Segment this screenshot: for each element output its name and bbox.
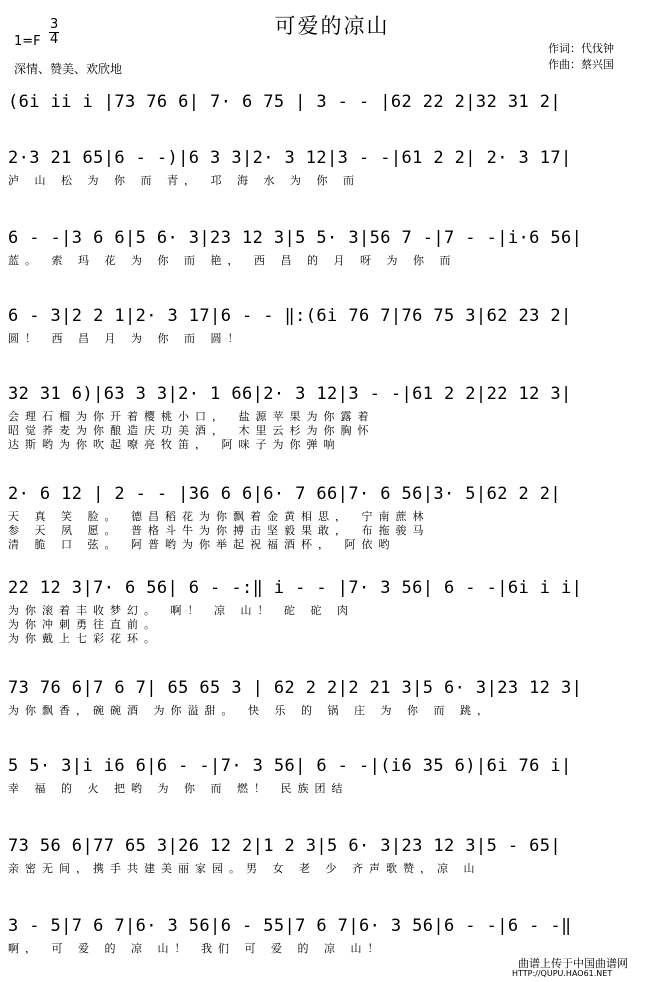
lyricist-credit: 作词：代伐钟: [548, 42, 614, 55]
lyric-line: 圆！ 西 昌 月 为 你 而 圆！: [8, 332, 245, 344]
score-notes-line: 2· 6 12 | 2 - - |36 6 6|6· 7 66|7· 6 56|3· 5|62 2 2|: [8, 484, 562, 504]
lyric-line: 为你滚着丰收梦幻。 啊！ 凉 山！ 砣 砣 肉: [8, 604, 354, 616]
score-notes-line: 22 12 3|7· 6 56| 6 - -:‖ i - - |7· 3 56| 6 - -|6i i i|: [8, 578, 583, 598]
lyric-line: 达斯哟为你吹起嘹亮牧笛， 阿咪子为你弹响: [8, 438, 341, 450]
lyric-line: 啊， 可 爱 的 凉 山！ 我们 可 爱 的 凉 山！: [8, 942, 385, 954]
score-notes-line: 6 - 3|2 2 1|2· 3 17|6 - - ‖:(6i 76 7|76 75 3|62 23 2|: [8, 306, 572, 326]
lyric-line: 会理石榴为你开着樱桃小口， 盐源苹果为你露着: [8, 410, 375, 422]
lyric-line: 为你冲刺勇往直前。: [8, 618, 161, 630]
lyric-line: 清 脆 口 弦。 阿普哟为你举起祝福酒杯， 阿依哟: [8, 538, 396, 550]
site-url: HTTP://QUPU.HAO61.NET: [512, 969, 613, 978]
score-notes-line: 32 31 6)|63 3 3|2· 1 66|2· 3 12|3 - -|61 2 2|22 12 3|: [8, 384, 572, 404]
composer-credit: 作曲：蔡兴国: [548, 58, 614, 71]
lyric-line: 蓝。 索 玛 花 为 你 而 艳， 西 昌 的 月 呀 为 你 而: [8, 254, 457, 266]
lyric-line: 亲密无间，携手共建美丽家园。男 女 老 少 齐声歌赞，凉 山: [8, 862, 481, 874]
lyric-line: 昭觉荞麦为你酿造庆功美酒， 木里云杉为你胸怀: [8, 424, 375, 436]
score-notes-line: 2·3 21 65|6 - -)|6 3 3|2· 3 12|3 - -|61 2 2| 2· 3 17|: [8, 148, 572, 168]
score-notes-line: 3 - 5|7 6 7|6· 3 56|6 - 55|7 6 7|6· 3 56|6 - -|6 - -‖: [8, 916, 572, 936]
score-notes-line: 5 5· 3|i i6 6|6 - -|7· 3 56| 6 - -|(i6 35 6)|6i 76 i|: [8, 756, 572, 776]
lyric-line: 为你戴上七彩花环。: [8, 632, 161, 644]
lyric-line: 为你飘香，碗碗酒 为你溢甜。 快 乐 的 锅 庄 为 你 而 跳，: [8, 704, 494, 716]
lyric-line: 天 真 笑 脸。 德昌稻花为你飘着金黄相思， 宁南蔗林: [8, 510, 430, 522]
meter-top: 3: [50, 17, 59, 32]
score-notes-line: 73 56 6|77 65 3|26 12 2|1 2 3|5 6· 3|23 12 3|5 - 65|: [8, 836, 562, 856]
mood-marking: 深情、赞美、欢欣地: [14, 62, 123, 76]
page-title: 可爱的凉山: [274, 14, 390, 38]
meter-bottom: 4: [50, 32, 59, 47]
score-notes-line: 73 76 6|7 6 7| 65 65 3 | 62 2 2|2 21 3|5 6· 3|23 12 3|: [8, 678, 583, 698]
upload-note: 曲谱上传于中国曲谱网: [518, 957, 628, 970]
time-signature: [50, 18, 58, 47]
lyric-line: 泸 山 松 为 你 而 青， 邛 海 水 为 你 而: [8, 174, 360, 186]
score-notes-line: (6i ii i |73 76 6| 7· 6 75 | 3 - - |62 22 2|32 31 2|: [8, 92, 562, 112]
key-signature: 1=F: [14, 34, 41, 49]
score-notes-line: 6 - -|3 6 6|5 6· 3|23 12 3|5 5· 3|56 7 -|7 - -|i·6 56|: [8, 228, 583, 248]
lyric-line: 幸 福 的 火 把哟 为 你 而 燃！ 民族团结: [8, 782, 349, 794]
lyric-line: 参 天 夙 愿。 普格斗牛为你搏击坚毅果敢， 布拖骏马: [8, 524, 430, 536]
